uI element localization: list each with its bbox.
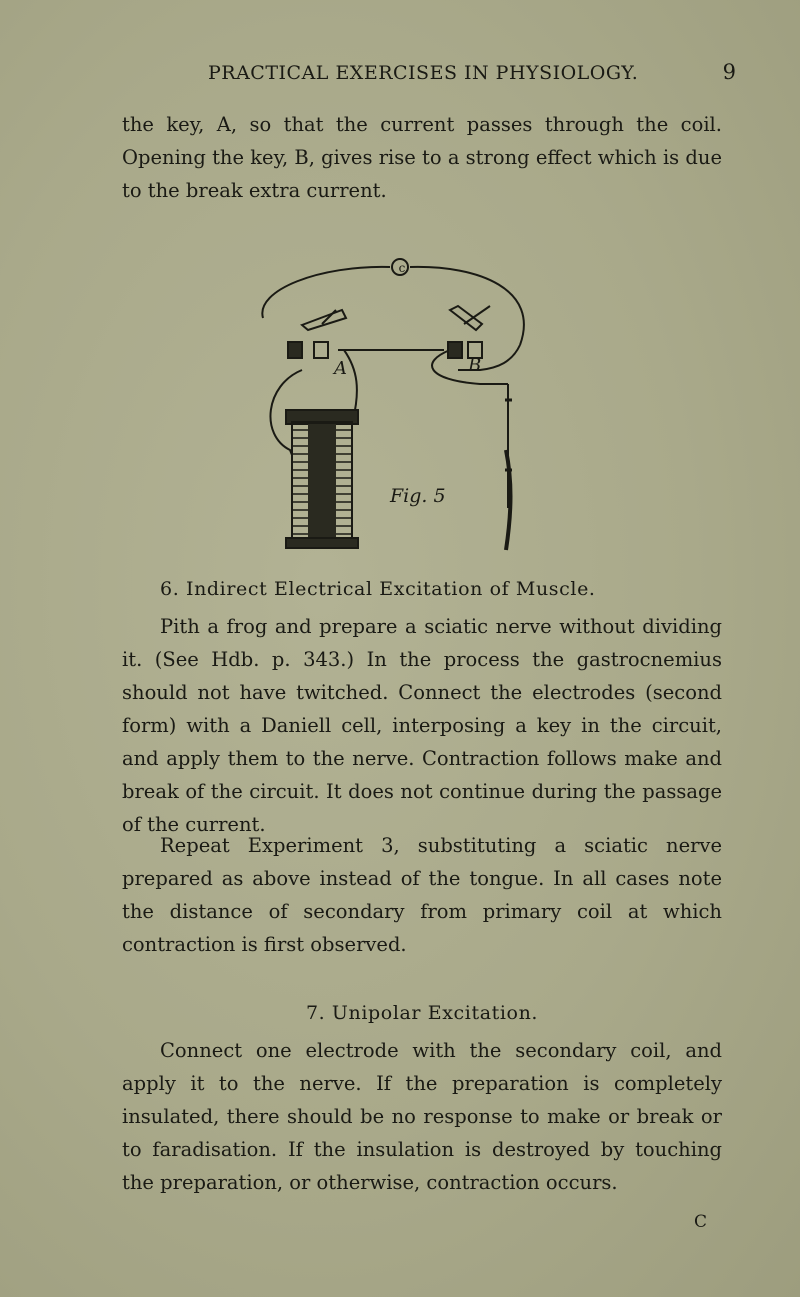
label-a: A [334,358,347,379]
section-6-heading: 6. Indirect Electrical Excitation of Muscle. [160,578,596,600]
key-b [448,306,490,358]
section-7-paragraph-1: Connect one electrode with the secondary coil, and apply it to the nerve. If the preparation is completely insulated, there should be no response to make or break or to faradisation. If the insulation is destroyed by touching the preparation, or otherwise, contraction occurs. [122,1039,722,1194]
section-6-paragraph-1: Pith a frog and prepare a sciatic nerve without dividing it. (See Hdb. p. 343.) In the process the gastrocnemius should not have twitched. Connect the electrodes (second form) with a Daniell cell, interposing a key in the circuit, and apply them to the nerve. Contraction follows make and break of the circuit. It does not continue during the passage of the current. [122,615,722,836]
signature-mark: C [694,1212,708,1232]
circuit-diagram [250,250,550,560]
page-header [120,56,740,90]
section-7-heading: 7. Unipolar Excitation. [305,1002,539,1024]
label-c: c [398,261,406,275]
intro-paragraph: the key, A, so that the current passes through the coil. Opening the key, B, gives rise to a strong effect which is due to the break extra current. [122,113,722,202]
figure-caption: Fig. 5 [390,485,446,507]
label-b: B [468,355,482,376]
wire-left-arc [262,267,390,318]
circuit-figure [250,250,550,560]
wire-right-arc [410,267,524,345]
section-6-paragraph-2: Repeat Experiment 3, substituting a sciatic nerve prepared as above instead of the tongue. In all cases note the distance of secondary from primary coil at which contraction is first observed. [122,834,722,956]
running-head: PRACTICAL EXERCISES IN PHYSIOLOGY. [208,62,639,84]
induction-coil [286,410,358,548]
page-number: 9 [722,60,736,84]
key-a [288,310,346,358]
